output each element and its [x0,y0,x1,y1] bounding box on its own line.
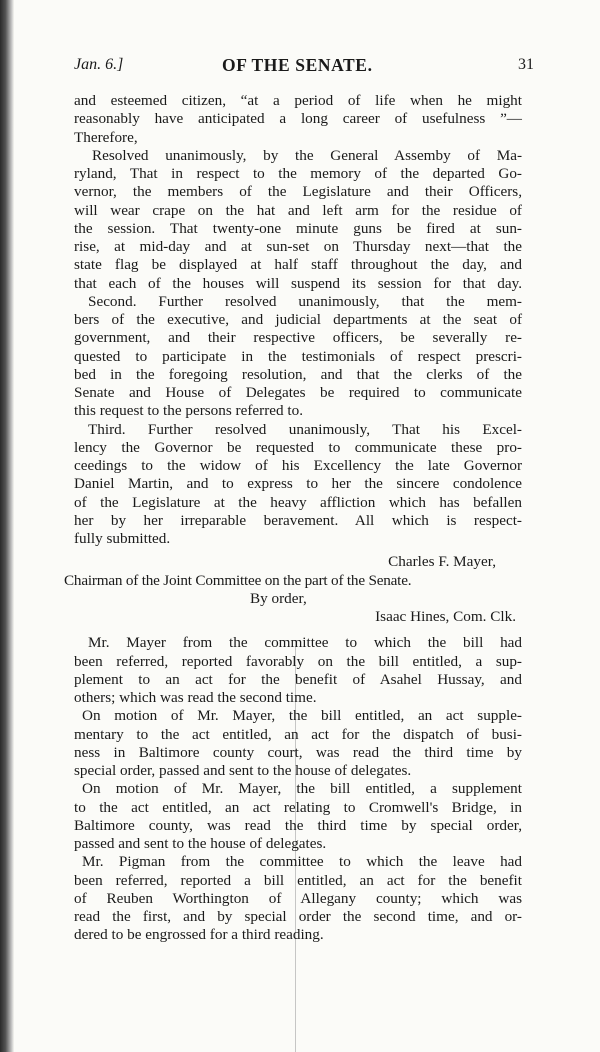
text-line: passed and sent to the house of delegates. [74,835,327,852]
text-line: state flag be displayed at half staff throughout the day, and [74,256,522,274]
text-line: will wear crape on the hat and left arm for the residue of [74,201,522,219]
resolution-text [74,92,522,548]
text-line: ryland, That in respect to the memory of the departed Go- [74,165,522,182]
header-title: OF THE SENATE. [222,55,373,75]
text-line: ness in Baltimore county court, was read the third time by [74,743,522,761]
text-line: fully submitted. [74,530,171,547]
book-spine-shadow [0,0,14,1052]
text-line: vernor, the members of the Legislature and their Officers, [74,183,522,201]
text-line: Third. Further resolved unanimously, That his Excel- [88,420,522,438]
text-line: Senate and House of Delegates be required to communicate [74,384,522,401]
signature-name: Charles F. Mayer, [388,553,496,571]
running-header [74,56,534,82]
text-line: and esteemed citizen, “at a period of life when he might [74,92,522,109]
text-line: of Reuben Worthington of Allegany county; which was [74,889,522,907]
text-line: been referred, reported a bill entitled, an act for the benefit [74,871,522,889]
text-line: Daniel Martin, and to express to her the sincere condolence [74,475,522,493]
header-date: Jan. 6.] [74,56,124,73]
text-line: bers of the executive, and judicial departments at the seat of [74,311,522,328]
text-line: plement to an act for the benefit of Asahel Hussay, and [74,670,522,688]
text-line: this request to the persons referred to. [74,402,304,420]
text-line: rise, at mid-day and at sun-set on Thursday next—that the [74,238,522,255]
text-line: others; which was read the second time. [74,689,317,706]
text-line: bed in the foregoing resolution, and that the clerks of the [74,365,522,383]
text-line: read the first, and by special order the second time, and or- [74,908,522,925]
text-line: reasonably have anticipated a long career of usefulness ”— [74,110,522,128]
text-line: Second. Further resolved unanimously, that the mem- [88,292,522,310]
text-line: that each of the houses will suspend its session for that day. [74,274,522,292]
proceedings-text [74,634,522,944]
text-line: dered to be engrossed for a third reading. [74,926,324,944]
text-line: ceedings to the widow of his Excellency the late Governor [74,457,522,474]
page-text [64,92,522,945]
text-line: the session. That twenty-one minute guns be fired at sun- [74,219,522,237]
page-number: 31 [518,56,534,73]
signature-clerk: Isaac Hines, Com. Clk. [375,608,516,625]
text-line: On motion of Mr. Mayer, the bill entitled, a supplement [82,780,522,798]
text-line: lency the Governor be requested to communicate these pro- [74,438,522,456]
text-line: Mr. Pigman from the committee to which the leave had [82,853,522,871]
text-line: of the Legislature at the heavy affliction which has befallen [74,493,522,511]
text-line: Mr. Mayer from the committee to which the bill had [88,634,522,652]
text-line: Baltimore county, was read the third time by special order, [74,816,522,834]
text-line: On motion of Mr. Mayer, the bill entitled, an act supple- [82,707,522,725]
text-line: been referred, reported favorably on the bill entitled, a sup- [74,652,522,670]
text-line: her by her irreparable beravement. All which is respect- [74,511,522,529]
text-line: special order, passed and sent to the house of delegates. [74,762,412,779]
text-line: Therefore, [74,128,138,146]
signature-role: Chairman of the Joint Committee on the part of the Senate. [64,571,412,589]
text-line: quested to participate in the testimonials of respect prescri- [74,347,522,365]
signature-by-order: By order, [250,589,307,607]
text-line: Resolved unanimously, by the General Assemby of Ma- [92,146,522,164]
text-line: mentary to the act entitled, an act for the dispatch of busi- [74,725,522,743]
text-line: to the act entitled, an act relating to Cromwell's Bridge, in [74,798,522,816]
text-line: government, and their respective officers, be severally re- [74,329,522,347]
